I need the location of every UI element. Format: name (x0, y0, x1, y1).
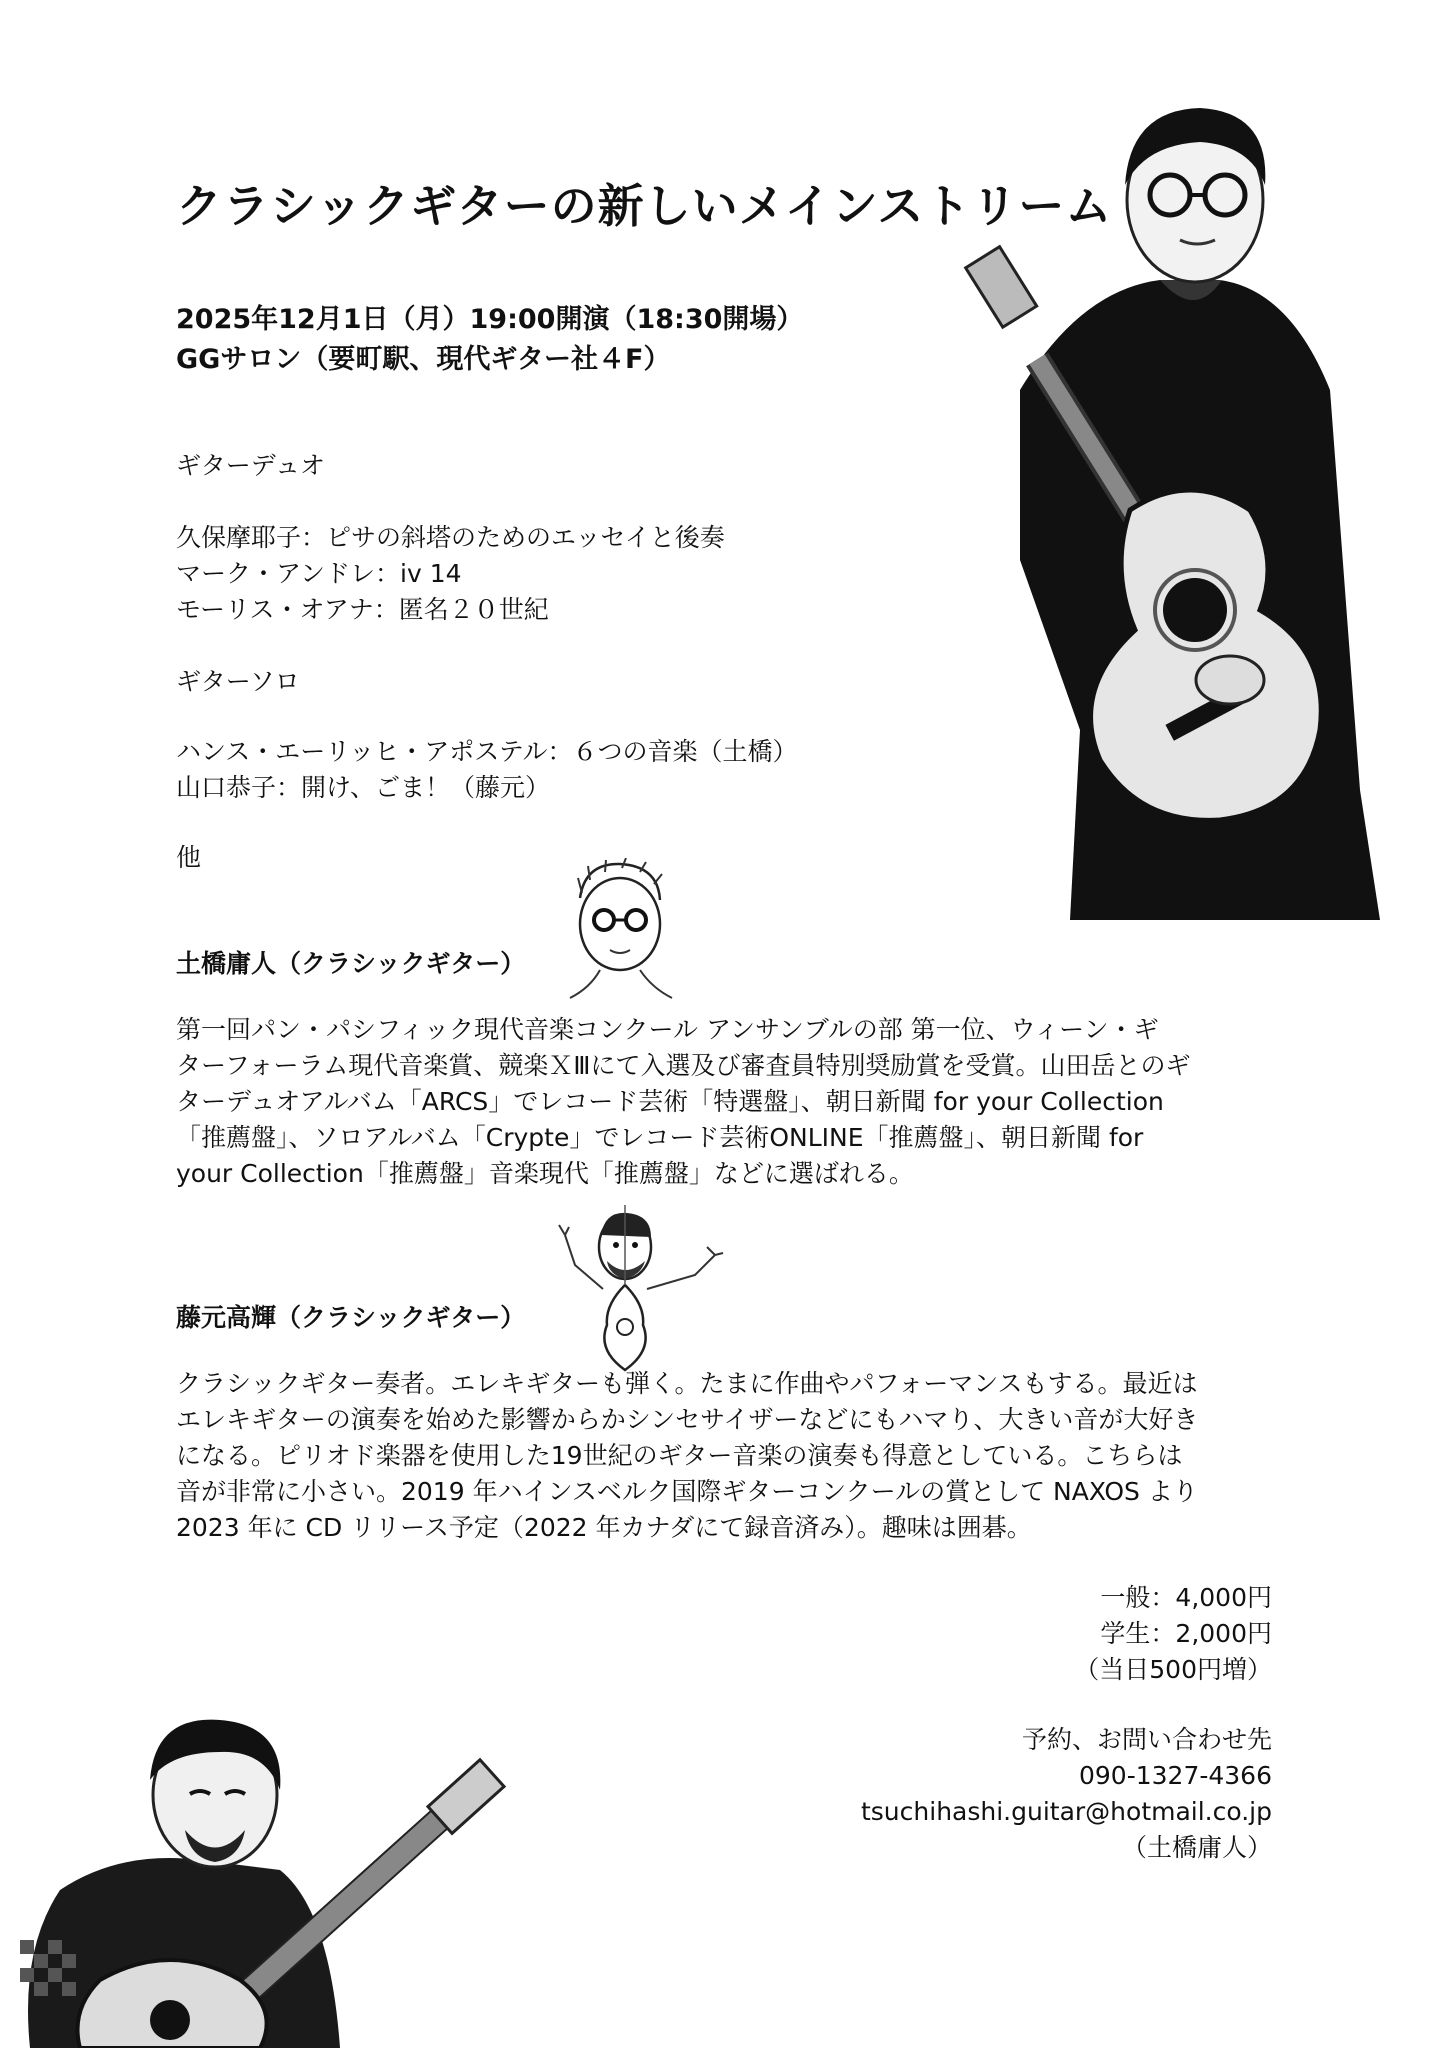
performer-photo-guitar (960, 90, 1400, 920)
ticket-prices (1074, 1580, 1272, 1688)
contact-heading: 予約、お問い合わせ先 (1021, 1725, 1272, 1754)
program-other: 他 (176, 843, 202, 872)
contact-info (861, 1722, 1272, 1866)
bio-line: your Collection「推薦盤」音楽現代「推薦盤」などに選ばれる。 (176, 1159, 914, 1188)
event-info (176, 300, 803, 380)
contact-phone: 090-1327-4366 (1078, 1761, 1272, 1790)
performer-name-tsuchihashi: 土橋庸人（クラシックギター） (176, 949, 526, 978)
solo-program-list (176, 734, 798, 806)
list-item: モーリス・オアナ：匿名２０世紀 (176, 595, 549, 624)
performer-name-fujimoto: 藤元高輝（クラシックギター） (176, 1303, 526, 1332)
ticket-student: 学生：2,000円 (1100, 1619, 1272, 1648)
page-title: クラシックギターの新しいメインストリーム (176, 179, 1113, 233)
contact-person: （土橋庸人） (1121, 1833, 1272, 1862)
bio-line: 「推薦盤」、ソロアルバム「Crypte」でレコード芸術ONLINE「推薦盤」、朝日新聞 for (176, 1123, 1144, 1152)
bio-line: クラシックギター奏者。エレキギターも弾く。たまに作曲やパフォーマンスもする。最近は (176, 1369, 1198, 1398)
bio-line: エレキギターの演奏を始めた影響からかシンセサイザーなどにもハマり、大きい音が大好き (176, 1405, 1199, 1434)
list-item: マーク・アンドレ：iv 14 (176, 559, 462, 588)
duo-heading: ギターデュオ (176, 451, 326, 480)
bio-line: 第一回パン・パシフィック現代音楽コンクール アンサンブルの部 第一位、ウィーン・ギ (176, 1015, 1159, 1044)
event-date-time: 2025年12月1日（月）19:00開演（18:30開場） (176, 304, 804, 335)
bio-line: 2023 年に CD リリース予定（2022 年カナダにて録音済み）。趣味は囲碁。 (176, 1513, 1032, 1542)
ticket-door-surcharge: （当日500円増） (1074, 1655, 1272, 1684)
bio-line: ターフォーラム現代音楽賞、競楽ＸⅢにて入選及び審査員特別奨励賞を受賞。山田岳とのギ (176, 1051, 1191, 1080)
event-venue: GGサロン（要町駅、現代ギター社４F） (176, 344, 671, 375)
performer-bio-fujimoto (176, 1366, 1276, 1546)
performer-bio-tsuchihashi (176, 1012, 1276, 1192)
fujimoto-sketch (555, 1205, 735, 1375)
performer-photo-classical-guitar (0, 1690, 560, 2048)
tsuchihashi-sketch (560, 858, 680, 1008)
bio-line: ターデュオアルバム「ARCS」でレコード芸術「特選盤」、朝日新聞 for your Collection (176, 1087, 1164, 1116)
contact-email: tsuchihashi.guitar@hotmail.co.jp (860, 1797, 1272, 1826)
ticket-general: 一般：4,000円 (1100, 1583, 1272, 1612)
list-item: 山口恭子：開け、ごま！（藤元） (176, 773, 551, 802)
list-item: ハンス・エーリッヒ・アポステル：６つの音楽（土橋） (176, 737, 798, 766)
list-item: 久保摩耶子：ピサの斜塔のためのエッセイと後奏 (176, 523, 725, 552)
solo-heading: ギターソロ (176, 667, 300, 696)
bio-line: になる。ピリオド楽器を使用した19世紀のギター音楽の演奏も得意としている。こちらは (176, 1441, 1183, 1470)
duo-program-list (176, 520, 725, 628)
bio-line: 音が非常に小さい。2019 年ハインスベルク国際ギターコンクールの賞として NAXOS より (176, 1477, 1198, 1506)
